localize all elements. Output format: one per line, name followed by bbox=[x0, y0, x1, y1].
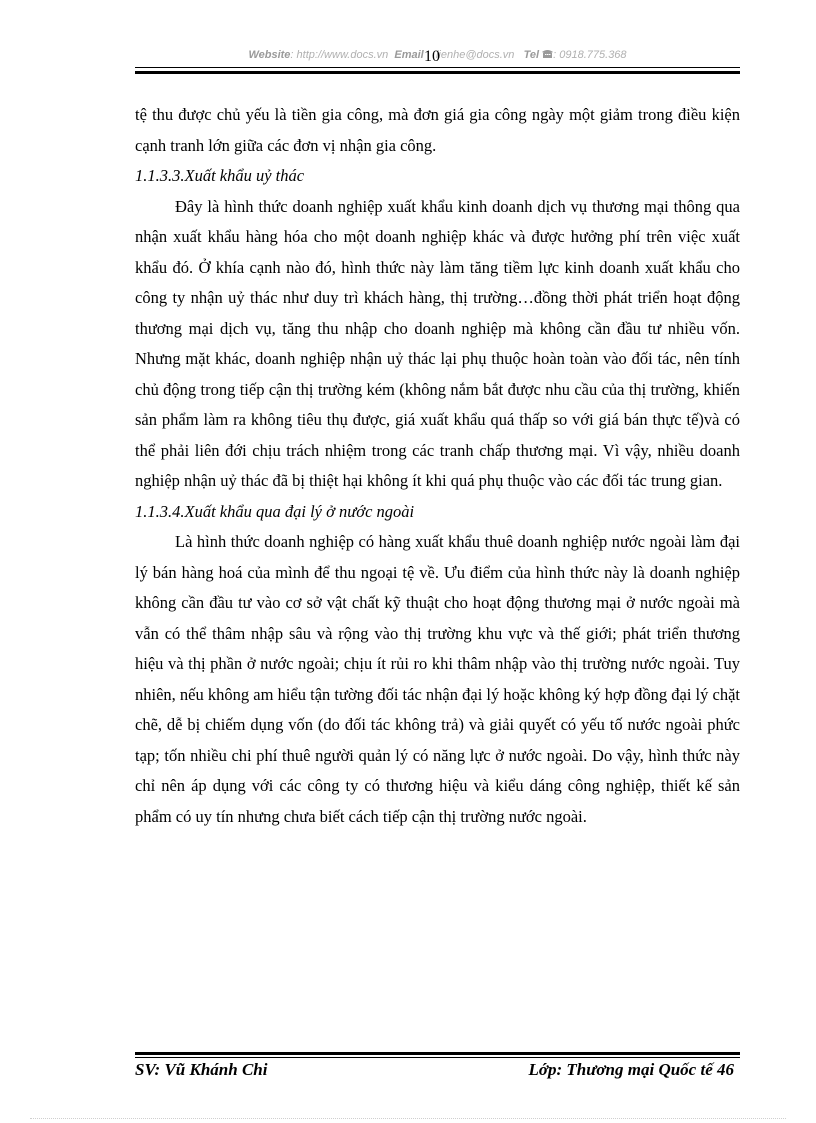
document-body bbox=[135, 100, 740, 832]
website-label: Website bbox=[248, 49, 291, 61]
class-name: Lớp: Thương mại Quốc tế 46 bbox=[528, 1060, 734, 1079]
email-label: Email bbox=[394, 49, 424, 61]
page-bottom-border bbox=[30, 1118, 786, 1119]
email-address: lienhe@docs.vn bbox=[435, 49, 515, 61]
intro-paragraph: tệ thu được chủ yếu là tiền gia công, mà đơn giá gia công ngày một giảm trong điều kiện cạnh tranh lớn giữa các đơn vị nhận gia công. bbox=[135, 105, 740, 155]
tel-label: Tel bbox=[523, 49, 540, 61]
website-url: : http://www.docs.vn bbox=[290, 49, 389, 61]
phone-icon bbox=[542, 49, 553, 62]
section-heading-dai-ly: 1.1.3.4.Xuất khẩu qua đại lý ở nước ngoài bbox=[135, 501, 415, 521]
page-number: 10 bbox=[424, 48, 440, 65]
tel-number: : 0918.775.368 bbox=[553, 49, 627, 61]
section-paragraph-dai-ly: Là hình thức doanh nghiệp có hàng xuất khẩu thuê doanh nghiệp nước ngoài làm đại lý bán hàng hoá của mình để thu ngoại tệ về. Ưu điểm của hình thức này là doanh nghiệp không cần đầu tư vào cơ sở vật chất kỹ thuật cho hoạt động thương mại ở nước ngoài mà vẫn có thể thâm nhập sâu và rộng vào thị trường khu vực và thế giới; phát triển thương hiệu và thị phần ở nước ngoài; chịu ít rủi ro khi thâm nhập vào thị trường nước ngoài. Tuy nhiên, nếu không am hiểu tận tường đối tác nhận đại lý hoặc không ký hợp đồng đại lý chặt chẽ, dễ bị chiếm dụng vốn (do đối tác không trả) và giải quyết có yếu tố nước ngoài phức tạp; tốn nhiều chi phí thuê người quản lý có năng lực ở nước ngoài. Do vậy, hình thức này chỉ nên áp dụng với các công ty có thương hiệu và kiểu dáng công nghiệp, thiết kế sản phẩm có uy tín nhưng chưa biết cách tiếp cận thị trường nước ngoài. bbox=[135, 532, 740, 826]
student-name: SV: Vũ Khánh Chi bbox=[135, 1060, 268, 1079]
section-heading-uy-thac: 1.1.3.3.Xuất khẩu uỷ thác bbox=[135, 166, 305, 185]
footer-rule-thin bbox=[135, 1057, 740, 1058]
footer-rule-thick bbox=[135, 1052, 740, 1055]
header-rule-thick bbox=[135, 71, 740, 74]
page-footer bbox=[135, 1060, 740, 1084]
section-paragraph-uy-thac: Đây là hình thức doanh nghiệp xuất khẩu kinh doanh dịch vụ thương mại thông qua nhận xuất khẩu hàng hóa cho một doanh nghiệp khác và được hưởng phí trên việc xuất khẩu đó. Ở khía cạnh nào đó, hình thức này làm tăng tiềm lực kinh doanh xuất khẩu cho công ty nhận uỷ thác như duy trì khách hàng, thị trường…đồng thời phát triển hoạt động thương mại dịch vụ, tăng thu nhập cho doanh nghiệp mà không cần đầu tư nhiều vốn. Nhưng mặt khác, doanh nghiệp nhận uỷ thác lại phụ thuộc hoàn toàn vào đối tác, nên tính chủ động trong tiếp cận thị trường kém (không nắm bắt được nhu cầu của thị trường, khiến sản phẩm làm ra không tiêu thụ được, giá xuất khẩu quá thấp so với giá bán thực tế)và có thể phải liên đới chịu trách nhiệm trong các tranh chấp thương mại. Vì vậy, nhiều doanh nghiệp nhận uỷ thác đã bị thiệt hại không ít khi quá phụ thuộc vào các đối tác trung gian. bbox=[135, 196, 740, 490]
header-rule-thin bbox=[135, 67, 740, 68]
